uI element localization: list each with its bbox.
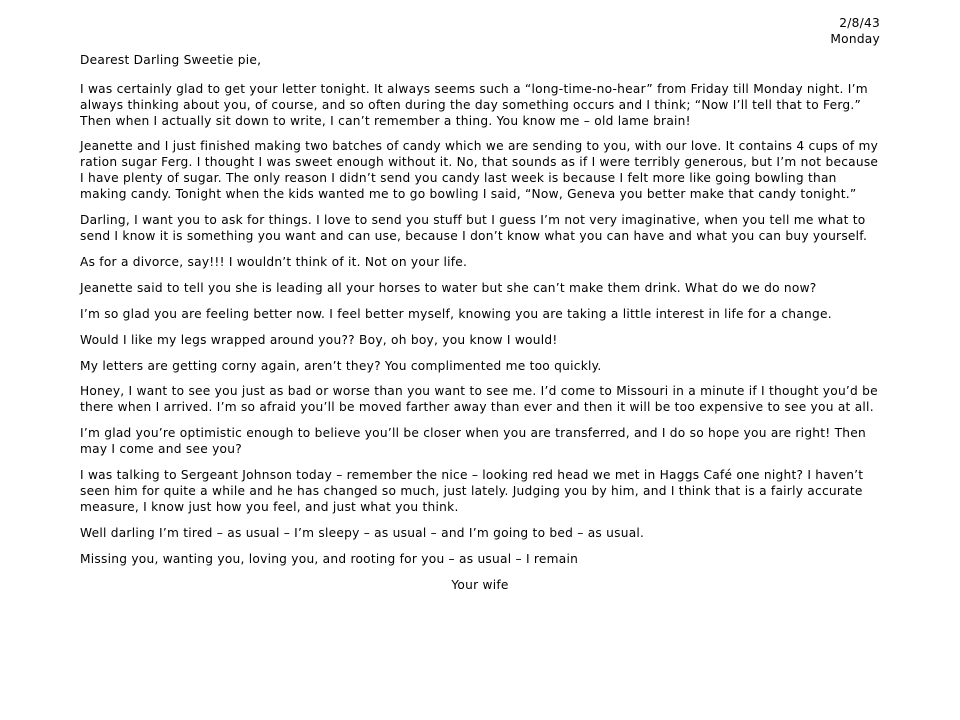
signature: Your wife <box>451 577 509 592</box>
letter-page <box>80 16 880 593</box>
salutation: Dearest Darling Sweetie pie, <box>80 52 262 67</box>
paragraph-1: I was certainly glad to get your letter tonight. It always seems such a “long-time-no-hear” from Friday till Monday night. I’m always thinking about you, of course, and so often during the day something occurs and I think; “Now I’ll tell that to Ferg.” Then when I actually sit down to write, I can’t remember a thing. You know me – old lame brain! <box>80 81 868 128</box>
paragraph-11: I was talking to Sergeant Johnson today – remember the nice – looking red head we met in Haggs Café one night? I haven’t seen him for quite a while and he has changed so much, just lately. Judging you by him, and I think that is a fairly accurate measure, I know just how you feel, and just what you think. <box>80 468 864 514</box>
letter-day: Monday <box>830 31 880 46</box>
paragraph-3: Darling, I want you to ask for things. I love to send you stuff but I guess I’m not very imaginative, when you tell me what to send I know it is something you want and can use, because I don’t know what you can have and what you can buy yourself. <box>80 213 868 243</box>
letter-date: 2/8/43 <box>839 16 880 30</box>
paragraph-7: Would I like my legs wrapped around you?? Boy, oh boy, you know I would! <box>80 332 558 347</box>
closing-line: Missing you, wanting you, loving you, and rooting for you – as usual – I remain <box>80 551 579 566</box>
date-block <box>80 16 880 48</box>
paragraph-8: My letters are getting corny again, aren’t they? You complimented me too quickly. <box>80 358 602 373</box>
paragraph-2: Jeanette and I just finished making two batches of candy which we are sending to you, with our love. It contains 4 cups of my ration sugar Ferg. I thought I was sweet enough without it. No, that sounds as if I were terribly generous, but I’m not because I have plenty of sugar. The only reason I didn’t send you candy last week is because I felt more like going bowling than making candy. Tonight when the kids wanted me to go bowling I said, “Now, Geneva you better make that candy tonight.” <box>80 139 879 202</box>
paragraph-6: I’m so glad you are feeling better now. I feel better myself, knowing you are taking a little interest in life for a change. <box>80 306 832 321</box>
paragraph-10: I’m glad you’re optimistic enough to believe you’ll be closer when you are transferred, and I do so hope you are right! Then may I come and see you? <box>80 426 866 457</box>
paragraph-5: Jeanette said to tell you she is leading all your horses to water but she can’t make them drink. What do we do now? <box>80 280 817 295</box>
paragraph-12: Well darling I’m tired – as usual – I’m sleepy – as usual – and I’m going to bed – as usual. <box>80 525 645 540</box>
paragraph-9: Honey, I want to see you just as bad or worse than you want to see me. I’d come to Missouri in a minute if I thought you’d be there when I arrived. I’m so afraid you’ll be moved farther away than ever and then it will be too expensive to see you at all. <box>80 384 878 415</box>
paragraph-4: As for a divorce, say!!! I wouldn’t think of it. Not on your life. <box>80 254 468 269</box>
